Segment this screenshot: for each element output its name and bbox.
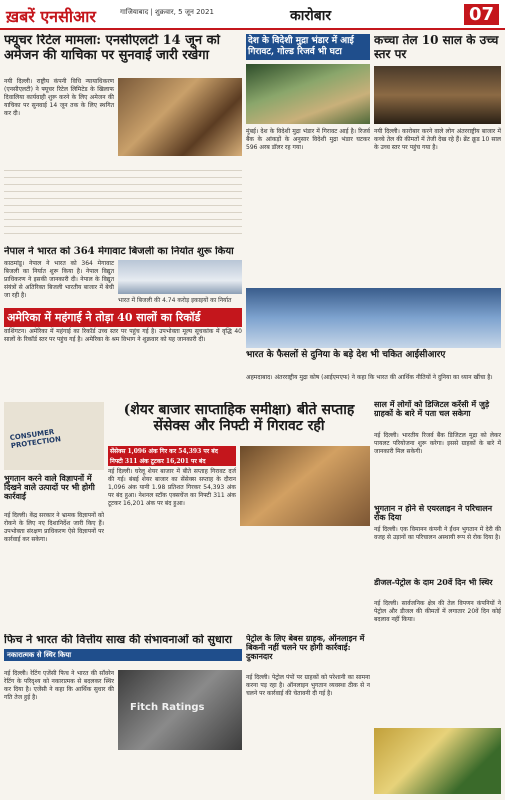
body-future-retail: नयी दिल्ली। राष्ट्रीय कंपनी विधि न्यायाधिकरण (एनसीएलटी) ने फ्यूचर रिटेल लिमिटेड के खिलाफ दिवालिया कार्यवाही शुरू करने के लिए अमेजन की याचिका पर सुनवाई 14 जून तक के लिए स्थगित कर दी। <box>4 78 114 118</box>
body-indian-decisions: अहमदाबाद। अंतरराष्ट्रीय मुद्रा कोष (आईएमएफ) ने कहा कि भारत की आर्थिक नीतियों ने दुनिया का ध्यान खींचा है। <box>246 374 493 381</box>
body-petrol: नई दिल्ली। पेट्रोल पंपों पर ग्राहकों को परेशानी का सामना करना पड़ रहा है। ऑनलाइन भुगतान व्यवस्था ठीक से न चलने पर कार्रवाई की चेतावनी दी गई है। <box>246 674 370 698</box>
subhead-sensex: सेंसेक्स 1,096 अंक गिर कर 54,393 पर बंद <box>108 446 236 456</box>
story-consumer <box>4 402 104 602</box>
headline-forex: देश के विदेशी मुद्रा भंडार में आई गिरावट, गोल्ड रिजर्व भी घटा <box>246 34 370 60</box>
body-nepal: काठमांडू। नेपाल ने भारत को 364 मेगावाट बिजली का निर्यात शुरू किया है। नेपाल विद्युत प्राधिकरण ने इसकी जानकारी दी। नेपाल के विद्युत संयंत्रों से अतिरिक्त बिजली भारतीय बाजार में बेची जा रही है। <box>4 260 114 300</box>
body-forex: मुंबई। देश के विदेशी मुद्रा भंडार में गिरावट आई है। रिजर्व बैंक के आंकड़ों के अनुसार विदेशी मुद्रा भंडार घटकर 596 अरब डॉलर रह गया। <box>246 128 370 152</box>
body-consumer: नई दिल्ली। केंद्र सरकार ने भ्रामक विज्ञापनों को रोकने के लिए नए दिशानिर्देश जारी किए हैं। उपभोक्ता संरक्षण प्राधिकरण ऐसे विज्ञापनों पर कार्रवाई कर सकेगा। <box>4 512 104 544</box>
story-market <box>108 402 370 632</box>
photo-market-stall <box>118 78 242 156</box>
story-payment <box>374 504 501 574</box>
headline-diesel: डीजल-पेट्रोल के दाम 20वें दिन भी स्थिर <box>374 578 493 587</box>
body-future-retail-cont <box>4 164 242 234</box>
section-title: कारोबार <box>290 8 332 24</box>
body-diesel: नई दिल्ली। सार्वजनिक क्षेत्र की तेल विपणन कंपनियों ने पेट्रोल और डीजल की कीमतों में लगातार 20वें दिन कोई बदलाव नहीं किया। <box>374 600 501 624</box>
headline-market: (शेयर बाजार साप्ताहिक समीक्षा) बीते सप्ताह सेंसेक्स और निफ्टी में गिरावट रही <box>123 402 355 435</box>
headline-nepal: नेपाल ने भारत को 364 मेगावाट बिजली का निर्यात शुरू किया <box>4 246 234 257</box>
body-us-inflation: वाशिंगटन। अमेरिका में महंगाई का रिकॉर्ड उच्च स्तर पर पहुंच गई है। उपभोक्ता मूल्य सूचकांक में वृद्धि 40 सालों के रिकॉर्ड स्तर पर पहुंच गई है। अमेरिका के श्रम विभाग ने शुक्रवार को यह जानकारी दी। <box>4 328 242 344</box>
headline-us-inflation: अमेरिका में महंगाई ने तोड़ा 40 सालों का रिकॉर्ड <box>4 308 242 327</box>
story-crude <box>374 34 501 284</box>
headline-payment: भुगतान न होने से एयरलाइन ने परिचालन रोक दिया <box>374 504 493 523</box>
photo-fitch-ratings <box>118 670 242 750</box>
story-digital <box>374 400 501 500</box>
headline-petrol: पेट्रोल के लिए बेबस ग्राहक, ऑनलाइन में बिकनी नहीं चलने पर होगी कार्रवाई: दुकानदार <box>246 634 365 662</box>
photo-consumer-protection <box>4 402 104 470</box>
page-number: 07 <box>464 4 499 25</box>
story-forex <box>246 34 370 284</box>
headline-digital: साल में लोगों को डिजिटल करेंसी में जुड़े ग्राहकों के बारे में पता चल सकेगा <box>374 400 490 419</box>
story-diesel <box>374 578 501 798</box>
headline-crude: कच्चा तेल 10 साल के उच्च स्तर पर <box>374 34 499 61</box>
subhead-nifty: निफ्टी 311 अंक टूटकर 16,201 पर बंद <box>108 456 236 466</box>
body-rating: नई दिल्ली। रेटिंग एजेंसी फिच ने भारत की सॉवरेन रेटिंग के परिदृश्य को नकारात्मक से बदलकर स्थिर कर दिया है। एजेंसी ने कहा कि आर्थिक सुधार की गति तेज हुई है। <box>4 670 114 702</box>
consumer-protection-text: CONSUMER PROTECTION <box>9 427 62 451</box>
subhead-rating: नकारात्मक से स्थिर किया <box>4 649 242 661</box>
caption-nepal: भारत में बिजली की 4.74 करोड़ इकाइयों का निर्यात <box>118 297 232 304</box>
story-indian-decisions <box>246 288 501 398</box>
photo-city-skyline <box>246 288 501 348</box>
body-crude: नयी दिल्ली। कारोबार करने वाले लोग अंतरराष्ट्रीय बाजार में कच्चे तेल की कीमतों में तेजी देख रहे हैं। ब्रेंट क्रूड 10 साल के उच्च स्तर पर पहुंच गया है। <box>374 128 501 152</box>
story-rating <box>4 634 242 798</box>
photo-fuel-nozzle <box>374 728 501 794</box>
photo-currency <box>246 64 370 124</box>
story-petrol <box>246 634 370 798</box>
brand-logo: ख़बरें एनसीआर <box>6 7 96 26</box>
masthead <box>0 0 505 30</box>
story-future-retail <box>4 34 242 244</box>
headline-future-retail: फ्यूचर रिटेल मामला: एनसीएलटी 14 जून को अमेजन की याचिका पर सुनवाई जारी रखेगा <box>4 34 220 63</box>
body-digital: नई दिल्ली। भारतीय रिजर्व बैंक डिजिटल मुद्रा को लेकर पायलट परियोजना शुरू करेगा। इससे ग्राहकों के बारे में जानकारी मिल सकेगी। <box>374 432 501 456</box>
photo-stock-exchange <box>240 446 370 526</box>
story-nepal <box>4 246 242 306</box>
headline-consumer: भुगतान करने वाले विज्ञापनों में दिखने वाले उत्पादों पर भी होगी कार्रवाई <box>4 473 95 502</box>
headline-rating: फिच ने भारत की वित्तीय साख की संभावनाओं को सुधारा <box>4 634 232 646</box>
story-us-inflation <box>4 308 242 398</box>
dateline: गाजियाबाद | शुक्रवार, 5 जून 2021 <box>120 8 214 16</box>
photo-oil-barrels <box>374 66 501 124</box>
headline-indian-decisions: भारत के फैसलों से दुनिया के बड़े देश भी चकित आईसीआरए <box>246 350 446 360</box>
photo-power-lines <box>118 260 242 294</box>
fitch-ratings-text: Fitch Ratings <box>130 702 205 713</box>
body-market: नई दिल्ली। घरेलू शेयर बाजार में बीते सप्ताह गिरावट दर्ज की गई। बंबई शेयर बाजार का सेंसेक्स सप्ताह के दौरान 1,096 अंक यानी 1.98 प्रतिशत गिरकर 54,393 अंक पर बंद हुआ। नेशनल स्टॉक एक्सचेंज का निफ्टी 311 अंक टूटकर 16,201 अंक पर बंद हुआ। <box>108 468 236 508</box>
body-payment: नई दिल्ली। एक विमानन कंपनी ने ईंधन भुगतान में देरी की वजह से उड़ानों का परिचालन अस्थायी रूप से रोक दिया है। <box>374 526 501 542</box>
